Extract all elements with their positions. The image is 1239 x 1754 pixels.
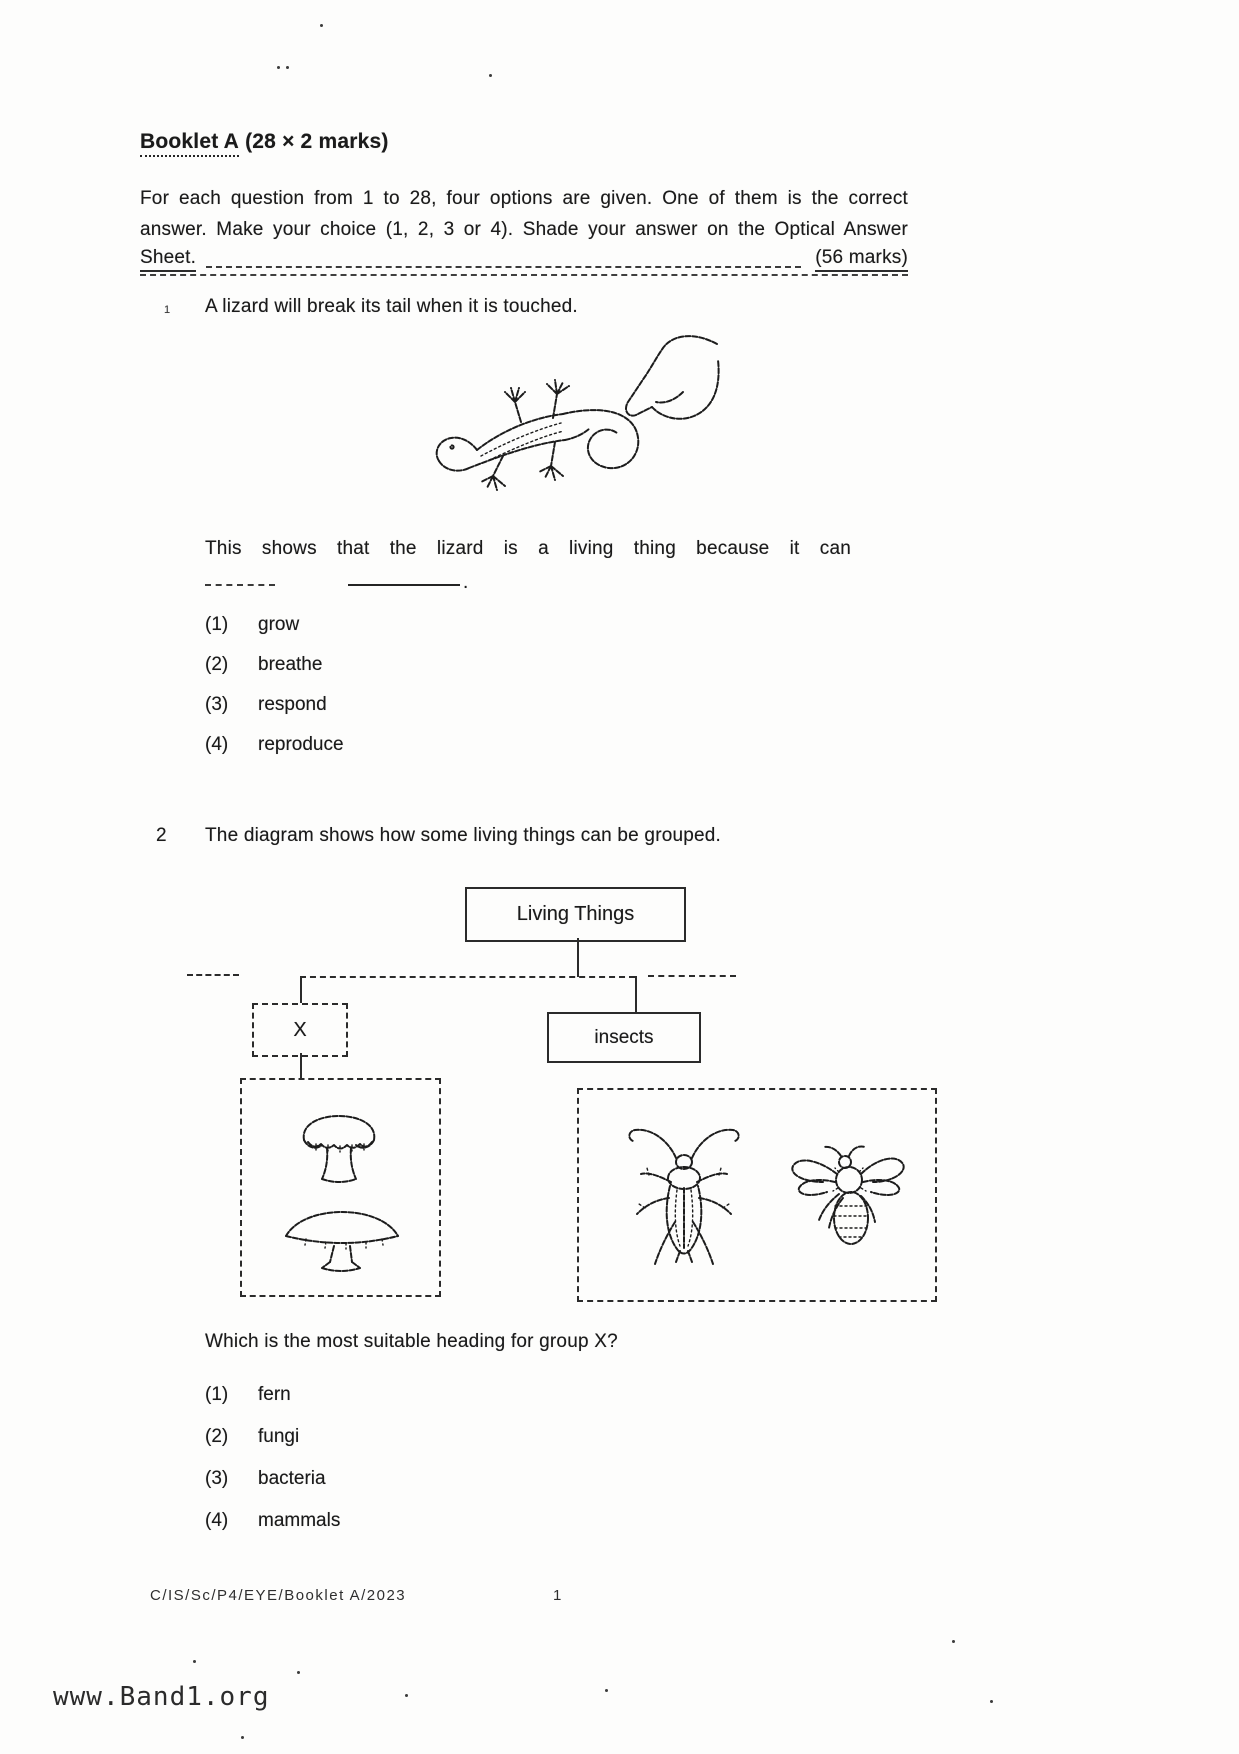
option-number: (1): [205, 614, 229, 635]
q1-text: A lizard will break its tail when it is touched.: [205, 296, 578, 317]
option-number: (3): [205, 1468, 229, 1489]
q2-option-2: [205, 1426, 299, 1448]
option-number: (2): [205, 654, 229, 675]
footer-page-number: 1: [553, 1587, 562, 1604]
option-label: reproduce: [258, 734, 344, 755]
scan-speck: [405, 1694, 408, 1697]
lizard-illustration: [425, 330, 720, 502]
option-label: respond: [258, 694, 327, 715]
option-number: (1): [205, 1384, 229, 1405]
q2-question: Which is the most suitable heading for group X?: [205, 1331, 618, 1352]
booklet-marks: (28 × 2 marks): [245, 130, 389, 153]
scan-speck: [990, 1700, 993, 1703]
mushroom-flat-icon: [280, 1200, 404, 1274]
option-label: breathe: [258, 654, 323, 675]
booklet-title: Booklet A: [140, 130, 239, 157]
scan-speck: [297, 1671, 300, 1674]
scan-speck: [241, 1736, 244, 1739]
diagram-right-drop-line: [635, 976, 637, 1012]
diagram-trunk-line: [577, 938, 579, 977]
scan-speck: [193, 1660, 196, 1663]
answer-blank-line: [348, 568, 460, 586]
option-label: bacteria: [258, 1468, 326, 1489]
instructions-line-3: [140, 247, 908, 272]
scan-speck: [286, 66, 289, 69]
instructions-line-1: For each question from 1 to 28, four options are given. One of them is the correct: [140, 188, 908, 209]
option-label: fungi: [258, 1426, 300, 1447]
q2-text: The diagram shows how some living things can be grouped.: [205, 825, 722, 846]
q1-option-2: [205, 654, 322, 676]
scan-stray-dash: [648, 975, 736, 977]
diagram-x-label: X: [293, 1018, 307, 1041]
option-label: mammals: [258, 1510, 341, 1531]
option-label: grow: [258, 614, 300, 635]
lizard-touched-by-hand-icon: [425, 330, 720, 502]
diagram-insects-label: insects: [594, 1026, 654, 1048]
diagram-x-box: [252, 1003, 348, 1057]
instructions-sheet-word: Sheet.: [140, 247, 196, 272]
option-label: fern: [258, 1384, 291, 1405]
fill-line: [206, 248, 801, 268]
q1-option-4: [205, 734, 344, 756]
q1-option-3: [205, 694, 327, 716]
scan-speck: [605, 1689, 608, 1692]
diagram-left-drop-line: [300, 976, 302, 1003]
booklet-header: [140, 130, 389, 154]
q1-stem: This shows that the lizard is a living thing because it can: [205, 538, 851, 559]
diagram-branch-line: [300, 976, 635, 978]
option-number: (2): [205, 1426, 229, 1447]
option-number: (4): [205, 1510, 229, 1531]
diagram-root-label: Living Things: [516, 903, 635, 925]
q2-option-4: [205, 1510, 340, 1532]
group-x-image-box: [240, 1078, 441, 1297]
option-number: (3): [205, 694, 229, 715]
answer-blank-dashes: [205, 568, 275, 586]
diagram-root-box: [465, 887, 686, 942]
insects-image-box: [577, 1088, 937, 1302]
scan-speck: [489, 74, 492, 77]
q2-option-3: [205, 1468, 326, 1490]
scan-speck: [952, 1640, 955, 1643]
option-number: (4): [205, 734, 229, 755]
scan-stray-dash: [187, 974, 239, 976]
diagram-insects-box: [547, 1012, 701, 1063]
q1-option-1: [205, 614, 299, 636]
diagram-x-to-images-line: [300, 1053, 302, 1078]
q1-number: 1: [164, 304, 171, 316]
scan-rule: [140, 274, 908, 276]
bee-icon: [789, 1142, 909, 1250]
scan-speck: [277, 66, 280, 69]
blank-period: .: [463, 572, 469, 593]
total-marks: (56 marks): [815, 247, 908, 272]
footer-document-code: C/IS/Sc/P4/EYE/Booklet A/2023: [150, 1587, 407, 1604]
q2-number: 2: [156, 825, 167, 846]
scan-speck: [320, 24, 323, 27]
mushroom-round-icon: [294, 1092, 384, 1186]
q2-option-1: [205, 1384, 291, 1406]
watermark-url: www.Band1.org: [53, 1682, 270, 1712]
cockroach-icon: [619, 1118, 749, 1270]
instructions-line-2: answer. Make your choice (1, 2, 3 or 4). Shade your answer on the Optical Answer: [140, 219, 908, 240]
